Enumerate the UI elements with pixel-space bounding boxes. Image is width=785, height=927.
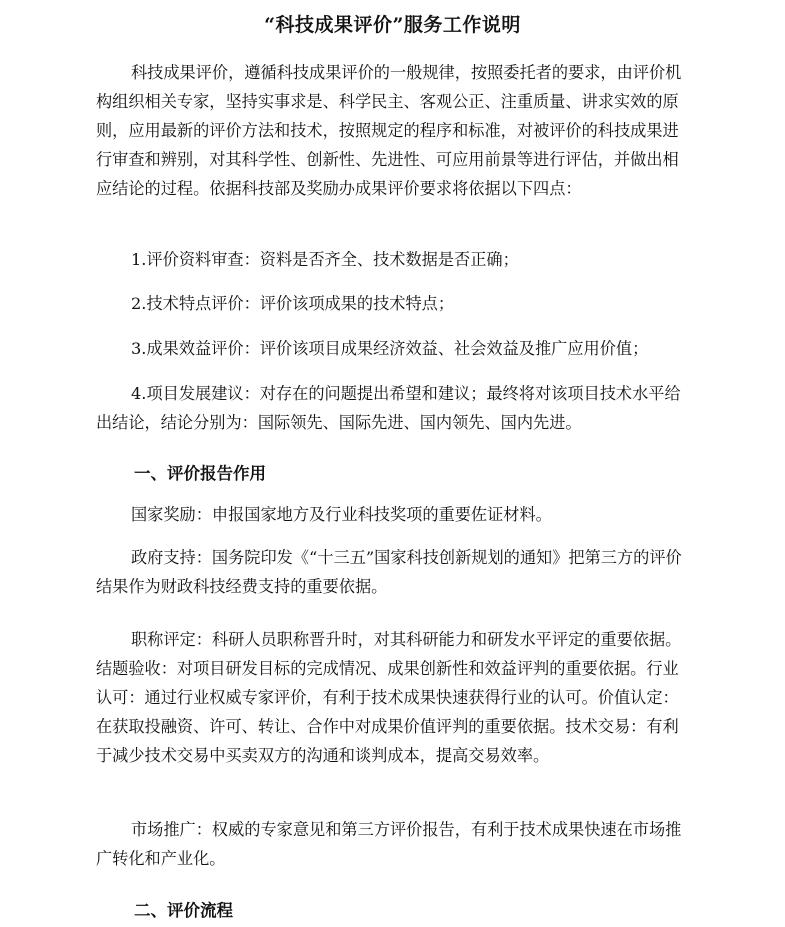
section-heading-report-role: 一、评价报告作用 [134,464,266,483]
list-item-2: 2.技术特点评价：评价该项成果的技术特点； [131,294,455,313]
paragraph-market-promotion: 市场推广：权威的专家意见和第三方评价报告，有利于技术成果快速在市场推广转化和产业化。 [96,820,682,868]
section-heading-evaluation-process: 二、评价流程 [134,901,233,920]
paragraph-national-awards: 国家奖励：申报国家地方及行业科技奖项的重要佐证材料。 [131,505,552,524]
paragraph-title-evaluation: 职称评定：科研人员职称晋升时，对其科研能力和研发水平评定的重要依据。结题验收：对项目研发目标的完成情况、成果创新性和效益评判的重要依据。行业认可：通过行业权威专家评价，有利于技术成果快速获得行业的认可。价值认定：在获取投融资、许可、转让、合作中对成果价值评判的重要依据。技术交易：有利于减少技术交易中买卖双方的沟通和谈判成本，提高交易效率。 [96,630,682,765]
list-item-3: 3.成果效益评价：评价该项目成果经济效益、社会效益及推广应用价值； [131,339,649,358]
list-item-4: 4.项目发展建议：对存在的问题提出希望和建议；最终将对该项目技术水平给出结论，结论分别为：国际领先、国际先进、国内领先、国内先进。 [96,384,681,432]
document-title: “科技成果评价”服务工作说明 [264,14,521,36]
paragraph-government-support: 政府支持：国务院印发《“十三五”国家科技创新规划的通知》把第三方的评价结果作为财政科技经费支持的重要依据。 [96,548,682,596]
intro-paragraph: 科技成果评价，遵循科技成果评价的一般规律，按照委托者的要求，由评价机构组织相关专家，坚持实事求是、科学民主、客观公正、注重质量、讲求实效的原则，应用最新的评价方法和技术，按照规定的程序和标准，对被评价的科技成果进行审查和辨别，对其科学性、创新性、先进性、可应用前景等进行评估，并做出相应结论的过程。依据科技部及奖励办成果评价要求将依据以下四点： [96,63,682,198]
list-item-1: 1.评价资料审查：资料是否齐全、技术数据是否正确； [131,250,519,269]
